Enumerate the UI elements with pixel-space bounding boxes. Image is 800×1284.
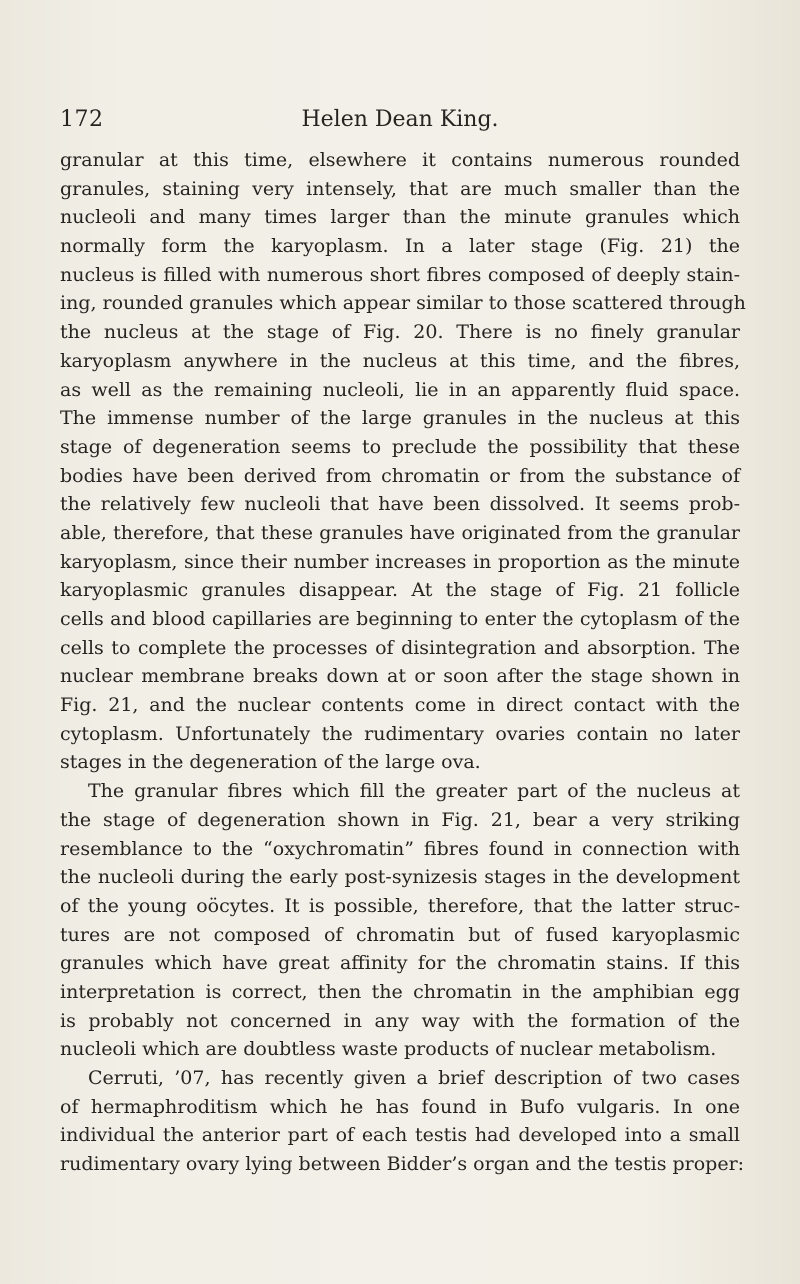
text-line: the nucleoli during the early post-synizesis stages in the development [60, 866, 740, 889]
paragraph-start-line: The granular fibres which fill the greater part of the nucleus at [88, 780, 740, 803]
text-line: karyoplasm anywhere in the nucleus at this time, and the fibres, [60, 349, 740, 372]
text-line: cytoplasm. Unfortunately the rudimentary ovaries contain no later [60, 722, 740, 745]
page-number: 172 [60, 107, 104, 132]
text-line: karyoplasm, since their number increases in proportion as the minute [60, 550, 740, 573]
text-line: karyoplasmic granules disappear. At the stage of Fig. 21 follicle [60, 579, 740, 602]
text-line: granules which have great affinity for the chromatin stains. If this [60, 952, 740, 975]
text-line: nuclear membrane breaks down at or soon after the stage shown in [60, 665, 740, 688]
text-line: Fig. 21, and the nuclear contents come in direct contact with the [60, 694, 740, 717]
text-line: rudimentary ovary lying between Bidder’s organ and the testis proper: [60, 1153, 745, 1176]
text-line: cells to complete the processes of disintegration and absorption. The [60, 636, 740, 659]
text-line: granules, staining very intensely, that are much smaller than the [60, 177, 740, 200]
paragraph-end-line: nucleoli which are doubtless waste products of nuclear metabolism. [60, 1038, 717, 1061]
text-line: granular at this time, elsewhere it contains numerous rounded [60, 149, 740, 171]
text-line: of hermaphroditism which he has found in Bufo vulgaris. In one [60, 1095, 740, 1118]
text-line: tures are not composed of chromatin but of fused karyoplasmic [60, 923, 740, 946]
body-text [60, 146, 746, 1179]
text-line: the nucleus at the stage of Fig. 20. There is no finely granular [60, 321, 740, 344]
running-head: Helen Dean King. [301, 107, 499, 132]
text-line: of the young oöcytes. It is possible, therefore, that the latter struc- [60, 894, 740, 917]
text-line: is probably not concerned in any way with the formation of the [60, 1009, 740, 1032]
text-line: nucleoli and many times larger than the minute granules which [60, 206, 740, 229]
text-line: resemblance to the “oxychromatin” fibres found in connection with [60, 837, 740, 860]
paragraph-start-line: Cerruti, ’07, has recently given a brief description of two cases [88, 1067, 740, 1089]
text-line: normally form the karyoplasm. In a later stage (Fig. 21) the [60, 235, 740, 258]
page-header [60, 107, 740, 137]
text-line: The immense number of the large granules in the nucleus at this [60, 407, 740, 430]
text-line: nucleus is filled with numerous short fibres composed of deeply stain- [60, 263, 740, 286]
text-line: interpretation is correct, then the chromatin in the amphibian egg [60, 980, 740, 1003]
text-line: cells and blood capillaries are beginning to enter the cytoplasm of the [60, 608, 740, 630]
text-line: ing, rounded granules which appear similar to those scattered through [60, 292, 746, 315]
text-line: stage of degeneration seems to preclude the possibility that these [60, 435, 740, 458]
text-line: bodies have been derived from chromatin or from the substance of [60, 464, 740, 487]
text-line: the relatively few nucleoli that have been dissolved. It seems prob- [60, 493, 740, 516]
text-line: able, therefore, that these granules have originated from the granular [60, 521, 740, 544]
paragraph-end-line: stages in the degeneration of the large ova. [60, 751, 481, 774]
text-line: as well as the remaining nucleoli, lie in an apparently fluid space. [60, 378, 740, 401]
text-line: the stage of degeneration shown in Fig. 21, bear a very striking [60, 808, 740, 831]
text-line: individual the anterior part of each testis had developed into a small [60, 1124, 740, 1147]
